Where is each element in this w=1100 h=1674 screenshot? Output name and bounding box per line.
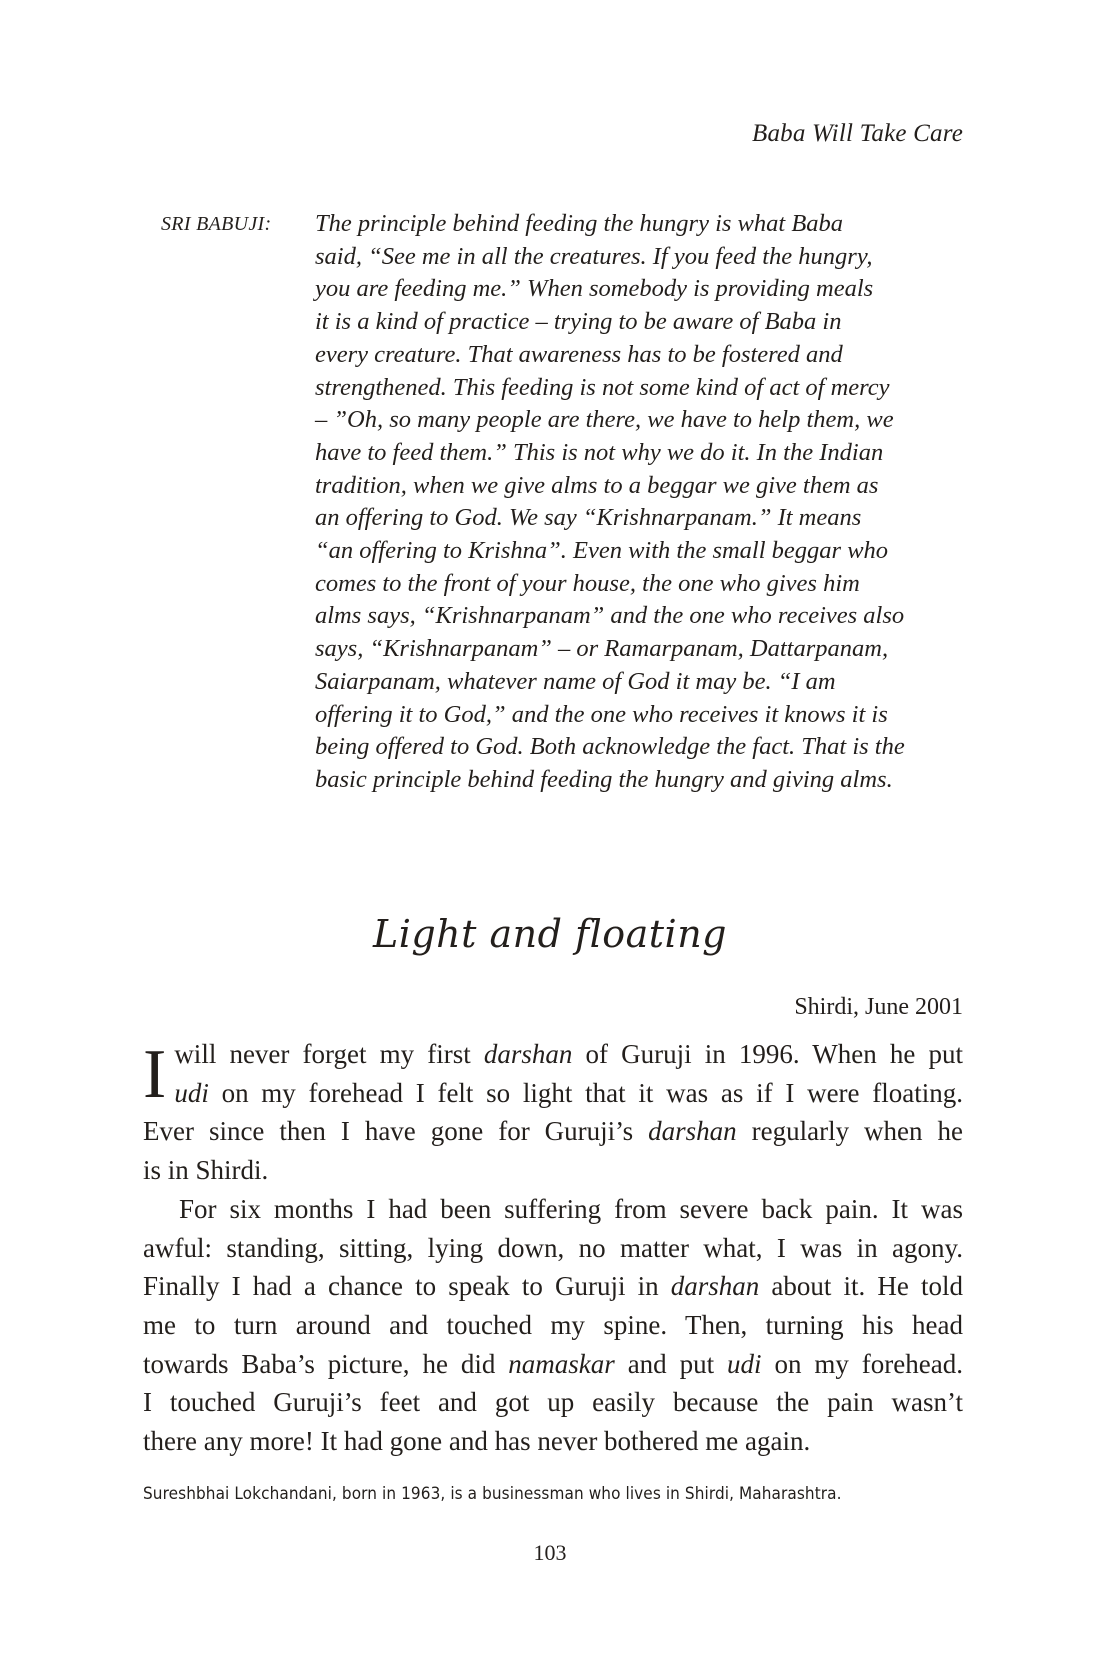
body-line: me to turn around and touched my spine. Then, turning his head [143,1309,963,1340]
dateline: Shirdi, June 2001 [794,994,963,1020]
body-line [143,1345,963,1384]
speaker-label: SRI BABUJI: [161,213,272,235]
quote-line: said, “See me in all the creatures. If you feed the hungry, [315,242,873,270]
body-line: awful: standing, sitting, lying down, no matter what, I was in agony. [143,1232,963,1263]
body-line: there any more! It had gone and has never bothered me again. [143,1426,811,1457]
paragraph-2 [143,1190,963,1461]
drop-cap: I [143,1036,167,1113]
italic-term: darshan [483,1039,573,1069]
italic-term: darshan [670,1271,760,1302]
quote-line: says, “Krishnarpanam” – or Ramarpanam, Dattarpanam, [315,635,889,663]
quote-line: it is a kind of practice – trying to be aware of Baba in [315,308,842,336]
running-header: Baba Will Take Care [752,120,963,147]
quote-line: alms says, “Krishnarpanam” and the one who receives also [315,602,905,630]
quote-line: you are feeding me.” When somebody is providing meals [315,275,874,303]
italic-term: udi [727,1348,762,1379]
quote-line: tradition, when we give alms to a beggar we give them as [315,471,879,499]
text-run: Finally I had a chance to speak to Guruji in [143,1271,671,1302]
page-number: 103 [533,1540,567,1565]
text-run: and put [614,1348,728,1379]
body-line [143,1267,963,1306]
quote-line: The principle behind feeding the hungry is what Baba [315,210,844,237]
quote-line: have to feed them.” This is not why we do it. In the Indian [315,438,884,466]
text-run: Ever since then I have gone for Guruji’s [143,1116,649,1147]
speaker-quote [315,208,955,797]
quote-line: Saiarpanam, whatever name of God it may be. “I am [315,667,836,695]
quote-line: an offering to God. We say “Krishnarpanam.” It means [315,504,862,532]
text-run: about it. He told [759,1271,963,1302]
quote-line: offering it to God,” and the one who receives it knows it is [315,700,888,728]
italic-term: darshan [648,1116,737,1147]
body-line [143,1074,963,1113]
text-run: regularly when he [736,1116,963,1147]
body-line [143,1035,963,1074]
italic-term: udi [174,1077,209,1108]
story-body [143,1035,963,1461]
quote-line: strengthened. This feeding is not some kind of act of mercy [315,373,890,401]
body-line [143,1112,963,1151]
text-run: towards Baba’s picture, he did [143,1348,509,1379]
quote-line: “an offering to Krishna”. Even with the small beggar who [315,537,889,565]
paragraph-1 [143,1035,963,1190]
quote-line: basic principle behind feeding the hungry and giving alms. [315,765,893,793]
quote-line: comes to the front of your house, the one who gives him [315,569,860,597]
italic-term: namaskar [508,1348,615,1379]
story-title: Light and floating [372,912,728,956]
text-run: of Guruji in 1996. When he put [572,1039,964,1069]
quote-line: every creature. That awareness has to be fostered and [315,340,843,368]
body-line: I touched Guruji’s feet and got up easily because the pain wasn’t [143,1387,963,1418]
body-line: For six months I had been suffering from severe back pain. It was [179,1193,963,1224]
text-run: on my forehead. [761,1348,963,1379]
body-line: is in Shirdi. [143,1155,269,1186]
author-footnote: Sureshbhai Lokchandani, born in 1963, is a businessman who lives in Shirdi, Maharashtra. [143,1484,842,1504]
text-run: on my forehead I felt so light that it was as if I were floating. [208,1077,963,1108]
quote-line: – ”Oh, so many people are there, we have to help them, we [315,406,894,434]
quote-line: being offered to God. Both acknowledge the fact. That is the [315,733,905,761]
text-run: will never forget my first [174,1039,484,1069]
